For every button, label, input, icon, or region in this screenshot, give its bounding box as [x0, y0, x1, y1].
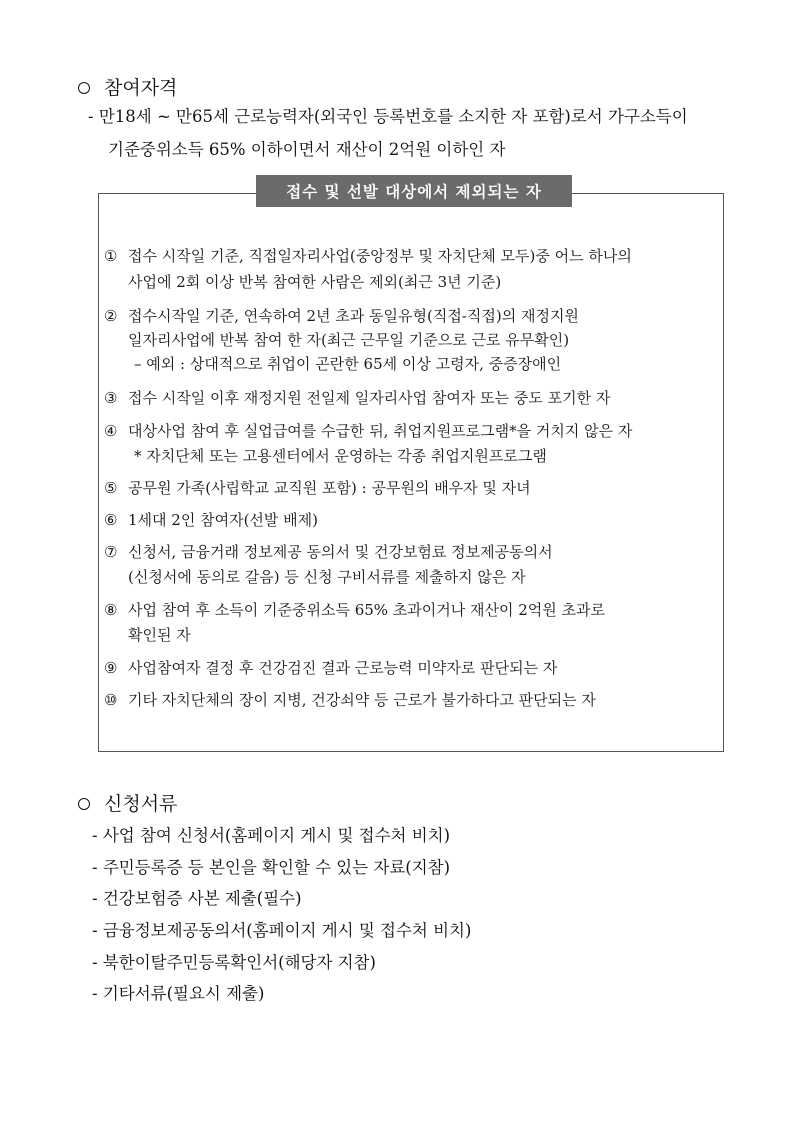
exclusion-item: ② 접수시작일 기준, 연속하여 2년 초과 동일유형(직접-직접)의 재정지원 [104, 307, 579, 325]
exclusion-box-title: 접수 및 선발 대상에서 제외되는 자 [256, 175, 572, 207]
circle-bullet-icon [78, 82, 90, 94]
exclusion-item: ⑨ 사업참여자 결정 후 건강검진 결과 근로능력 미약자로 판단되는 자 [104, 659, 558, 677]
exclusion-item: ⑥ 1세대 2인 참여자(선발 배제) [104, 511, 318, 529]
eligibility-line-2: 기준중위소득 65% 이하이면서 재산이 2억원 이하인 자 [108, 140, 506, 159]
document-item: - 기타서류(필요시 제출) [92, 984, 265, 1003]
document-item: - 주민등록증 등 본인을 확인할 수 있는 자료(지참) [92, 858, 451, 877]
exclusion-item: ⑤ 공무원 가족(사립학교 교직원 포함) : 공무원의 배우자 및 자녀 [104, 479, 531, 497]
document-item: - 금융정보제공동의서(홈페이지 게시 및 접수처 비치) [92, 921, 472, 940]
section-title: 참여자격 [104, 77, 178, 99]
eligibility-line-1: - 만18세 ~ 만65세 근로능력자(외국인 등록번호를 소지한 자 포함)로서 가구소득이 [88, 107, 688, 126]
exclusion-item-note: – 예외 : 상대적으로 취업이 곤란한 65세 이상 고령자, 중증장애인 [134, 355, 562, 373]
section-heading-eligibility [78, 76, 177, 100]
exclusion-item-cont: 확인된 자 [128, 626, 191, 644]
exclusion-item: ⑩ 기타 자치단체의 장이 지병, 건강쇠약 등 근로가 불가하다고 판단되는 자 [104, 691, 596, 709]
exclusion-item: ⑦ 신청서, 금융거래 정보제공 동의서 및 건강보험료 정보제공동의서 [104, 543, 553, 561]
document-item: - 사업 참여 신청서(홈페이지 게시 및 접수처 비치) [92, 826, 451, 845]
exclusion-item-cont: (신청서에 동의로 갈음) 등 신청 구비서류를 제출하지 않은 자 [128, 568, 526, 586]
document-item: - 건강보험증 사본 제출(필수) [92, 889, 302, 908]
exclusion-item: ③ 접수 시작일 이후 재정지원 전일제 일자리사업 참여자 또는 중도 포기한 자 [104, 389, 611, 407]
exclusion-item-cont: 사업에 2회 이상 반복 참여한 사람은 제외(최근 3년 기준) [128, 273, 502, 291]
section-heading-documents [78, 792, 177, 816]
exclusion-item: ① 접수 시작일 기준, 직접일자리사업(중앙정부 및 자치단체 모두)중 어느 하나의 [104, 247, 632, 265]
document-item: - 북한이탈주민등록확인서(해당자 지참) [92, 953, 376, 972]
exclusion-item: ④ 대상사업 참여 후 실업급여를 수급한 뒤, 취업지원프로그램*을 거치지 않은 자 [104, 422, 633, 440]
circle-bullet-icon [78, 798, 90, 810]
section-title: 신청서류 [104, 793, 178, 815]
exclusion-item-cont: 일자리사업에 반복 참여 한 자(최근 근무일 기준으로 근로 유무확인) [128, 331, 570, 349]
exclusion-item: ⑧ 사업 참여 후 소득이 기준중위소득 65% 초과이거나 재산이 2억원 초과로 [104, 601, 606, 619]
exclusion-item-note: * 자치단체 또는 고용센터에서 운영하는 각종 취업지원프로그램 [134, 447, 547, 465]
